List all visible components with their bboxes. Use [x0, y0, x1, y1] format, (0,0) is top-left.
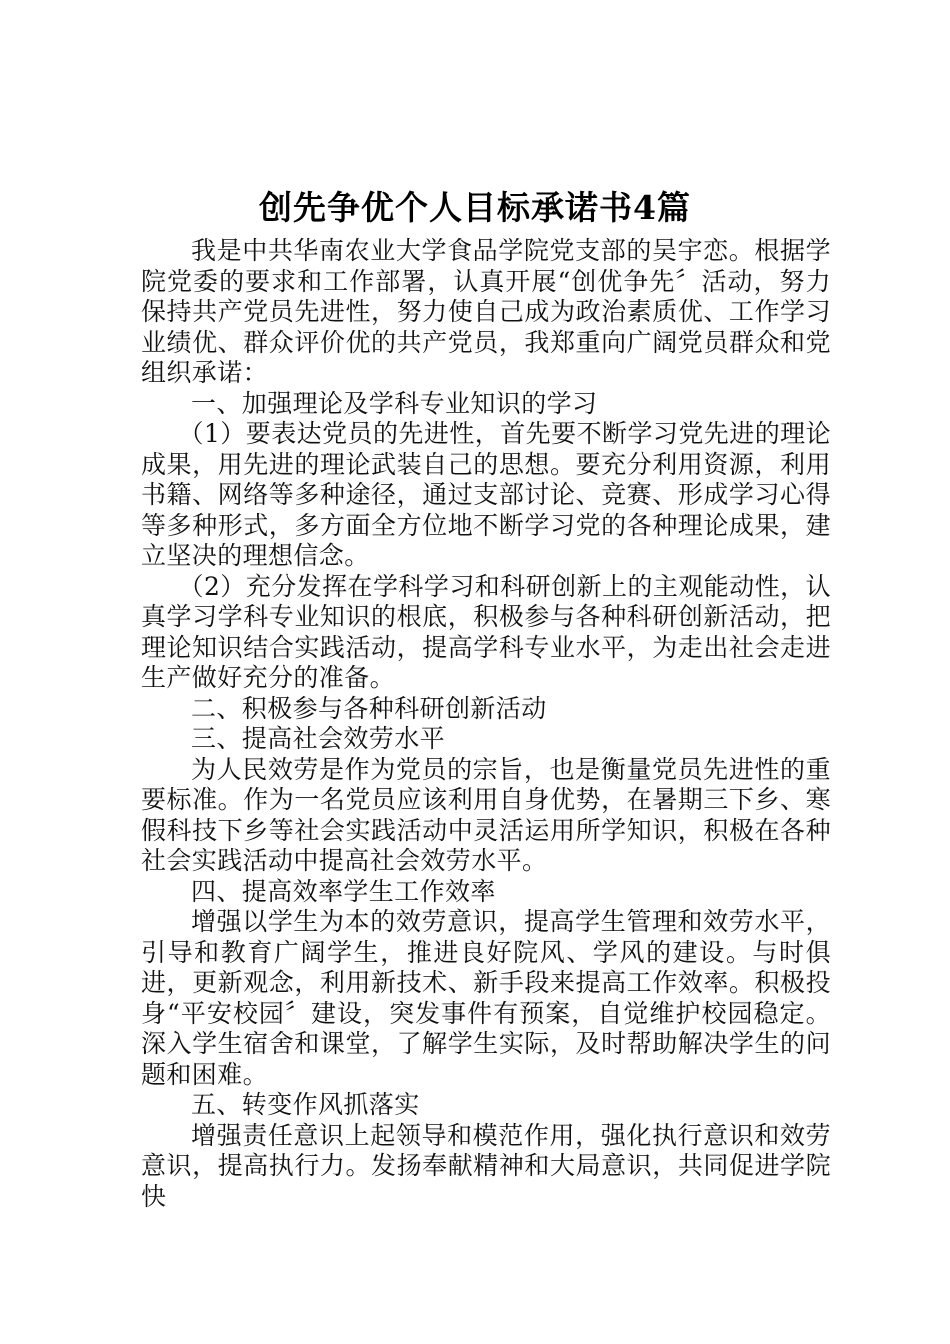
- paragraph-intro: 我是中共华南农业大学食品学院党支部的吴宇恋。根据学院党委的要求和工作部署，认真开展“创优争先〞活动，努力保持共产党员先进性，努力使自己成为政治素质优、工作学习业绩优、群众评价优的共产党员，我郑重向广阔党员群众和党组织承诺：: [141, 236, 831, 387]
- paragraph-item-2: （2）充分发挥在学科学习和科研创新上的主观能动性，认真学习学科专业知识的根底，积极参与各种科研创新活动，把理论知识结合实践活动，提高学科专业水平，为走出社会走进生产做好充分的准备。: [141, 571, 831, 692]
- paragraph-style: 增强责任意识上起领导和模范作用，强化执行意识和效劳意识，提高执行力。发扬奉献精神和大局意识，共同促进学院快: [141, 1120, 831, 1211]
- section-heading-2: 二、积极参与各种科研创新活动: [191, 693, 547, 723]
- section-heading-3: 三、提高社会效劳水平: [191, 724, 446, 753]
- paragraph-service: 为人民效劳是作为党员的宗旨，也是衡量党员先进性的重要标准。作为一名党员应该利用自身优势，在暑期三下乡、寒假科技下乡等社会实践活动中灵活运用所学知识，积极在各种社会实践活动中提高社会效劳水平。: [141, 754, 831, 875]
- paragraph-efficiency: 增强以学生为本的效劳意识，提高学生管理和效劳水平，引导和教育广阔学生，推进良好院风、学风的建设。与时俱进，更新观念，利用新技术、新手段来提高工作效率。积极投身“平安校园〞建设，突发事件有预案，自觉维护校园稳定。深入学生宿舍和课堂，了解学生实际，及时帮助解决学生的问题和困难。: [141, 907, 831, 1089]
- section-heading-4: 四、提高效率学生工作效率: [191, 876, 496, 906]
- section-heading-1: 一、加强理论及学科专业知识的学习: [191, 388, 598, 418]
- document-title: 创先争优个人目标承诺书4篇: [259, 188, 691, 227]
- document-body: [141, 236, 831, 1212]
- paragraph-item-1: （1）要表达党员的先进性，首先要不断学习党先进的理论成果，用先进的理论武装自己的思想。要充分利用资源，利用书籍、网络等多种途径，通过支部讨论、竞赛、形成学习心得等多种形式，多方面全方位地不断学习党的各种理论成果，建立坚决的理想信念。: [141, 419, 831, 570]
- section-heading-5: 五、转变作风抓落实: [191, 1090, 420, 1119]
